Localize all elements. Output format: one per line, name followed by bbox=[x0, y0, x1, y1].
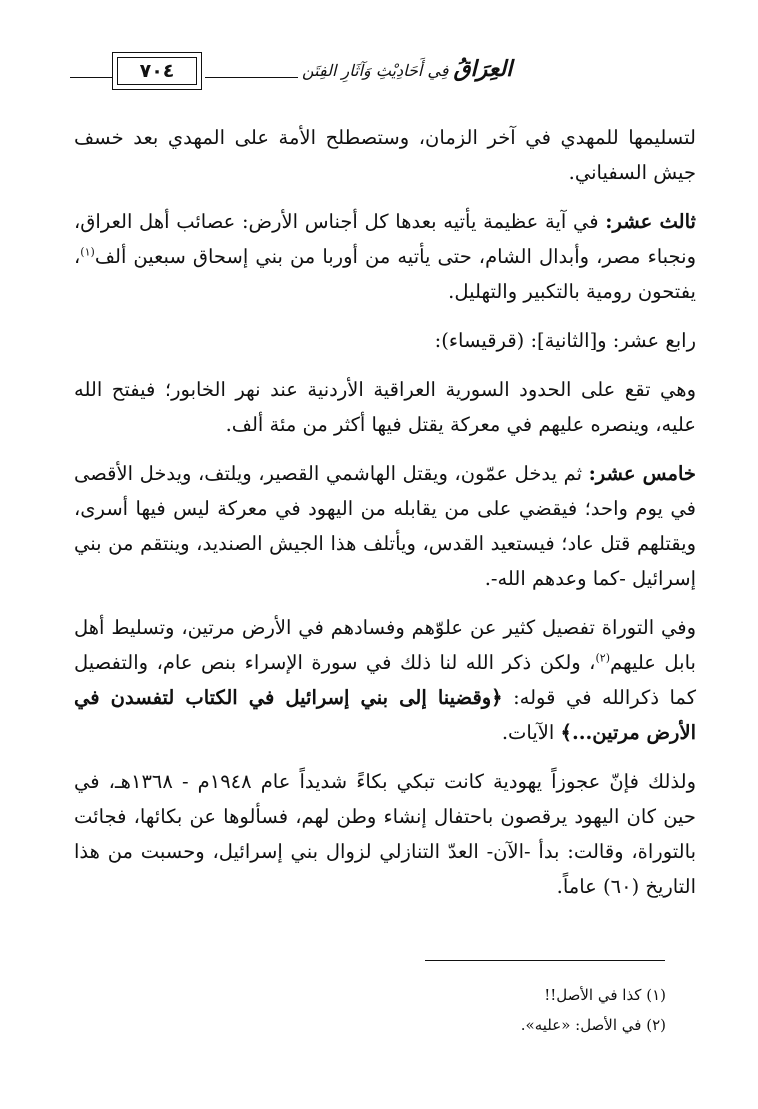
book-title-rest: فِي أَحَادِيْثِ وَآثَارِ الفِتَن bbox=[302, 61, 449, 80]
paragraph-text: لتسليمها للمهدي في آخر الزمان، وستصطلح الأمة على المهدي بعد خسف جيش السفياني. bbox=[74, 126, 696, 184]
book-title-main: العِرَاقُ bbox=[453, 56, 513, 82]
paragraph-2 bbox=[74, 204, 696, 309]
paragraph-6 bbox=[74, 610, 696, 750]
paragraph-text: ولذلك فإنّ عجوزاً يهودية كانت تبكي بكاءً شديداً عام ١٩٤٨م - ١٣٦٨هـ، في حين كان اليهود يرقصون باحتفال إنشاء وطن لهم، فسألوها عن بكائها، فجائت بالتوراة، وقالت: بدأ -الآن- العدّ التنازلي لزوال بني إسرائيل، وحسبت من هذا التاريخ (٦٠) عاماً. bbox=[74, 770, 696, 898]
book-title bbox=[302, 56, 512, 82]
header-rule-left bbox=[70, 77, 112, 78]
paragraph-end: الآيات. bbox=[501, 721, 561, 744]
paragraph-tail: ، ولكن ذكر الله لنا ذلك في سورة الإسراء بنص عام، والتفصيل كما ذكرالله في قوله: bbox=[74, 651, 696, 709]
paragraph-text: وهي تقع على الحدود السورية العراقية الأردنية عند نهر الخابور؛ فيفتح الله عليه، وينصره عليهم في معركة يقتل فيها أكثر من مئة ألف. bbox=[74, 378, 696, 436]
running-header bbox=[70, 52, 690, 96]
paragraph-lead: ثالث عشر: bbox=[605, 210, 696, 233]
paragraph-4 bbox=[74, 372, 696, 442]
paragraph-text: ثم يدخل عمّون، ويقتل الهاشمي القصير، ويلتف، ويدخل الأقصى في يوم واحد؛ فيقضي على من يقابله من اليهود في معركة ليس فيها أسرى، ويقتلهم قتل عاد؛ فيستعيد القدس، ويأتلف هذا الجيش الصنديد، وينتقم من بني إسرائيل -كما وعدهم الله-. bbox=[74, 462, 696, 590]
paragraph-lead: خامس عشر: bbox=[588, 462, 696, 485]
page-body bbox=[74, 120, 696, 918]
quran-quote: ﴿وقضينا إلى بني إسرائيل في الكتاب لتفسدن في الأرض مرتين...﴾ bbox=[74, 686, 696, 744]
paragraph-7 bbox=[74, 764, 696, 904]
page-number-box bbox=[112, 52, 202, 90]
paragraph-5 bbox=[74, 456, 696, 596]
page-number: ٧٠٤ bbox=[117, 57, 197, 85]
paragraph-3 bbox=[74, 323, 696, 358]
footnote-2: (٢) في الأصل: «عليه». bbox=[520, 1016, 666, 1034]
paragraph-tail: ، يفتحون رومية بالتكبير والتهليل. bbox=[74, 245, 696, 303]
paragraph-text: رابع عشر: و[الثانية]: (قرقيساء): bbox=[434, 329, 696, 352]
paragraph-text: وفي التوراة تفصيل كثير عن علوّهم وفسادهم في الأرض مرتين، وتسليط أهل بابل عليهم bbox=[74, 616, 696, 674]
footnotes bbox=[300, 980, 666, 1040]
footnote-separator bbox=[425, 960, 665, 961]
footnote-ref-1: (١) bbox=[80, 245, 95, 259]
header-rule-middle bbox=[205, 77, 298, 78]
footnote-ref-2: (٢) bbox=[595, 651, 610, 665]
footnote-1: (١) كذا في الأصل!! bbox=[544, 986, 666, 1004]
paragraph-text: في آية عظيمة يأتيه بعدها كل أجناس الأرض: عصائب أهل العراق، ونجباء مصر، وأبدال الشام، حتى يأتيه من أوربا من بني إسحاق سبعين ألف bbox=[74, 210, 696, 268]
paragraph-1 bbox=[74, 120, 696, 190]
